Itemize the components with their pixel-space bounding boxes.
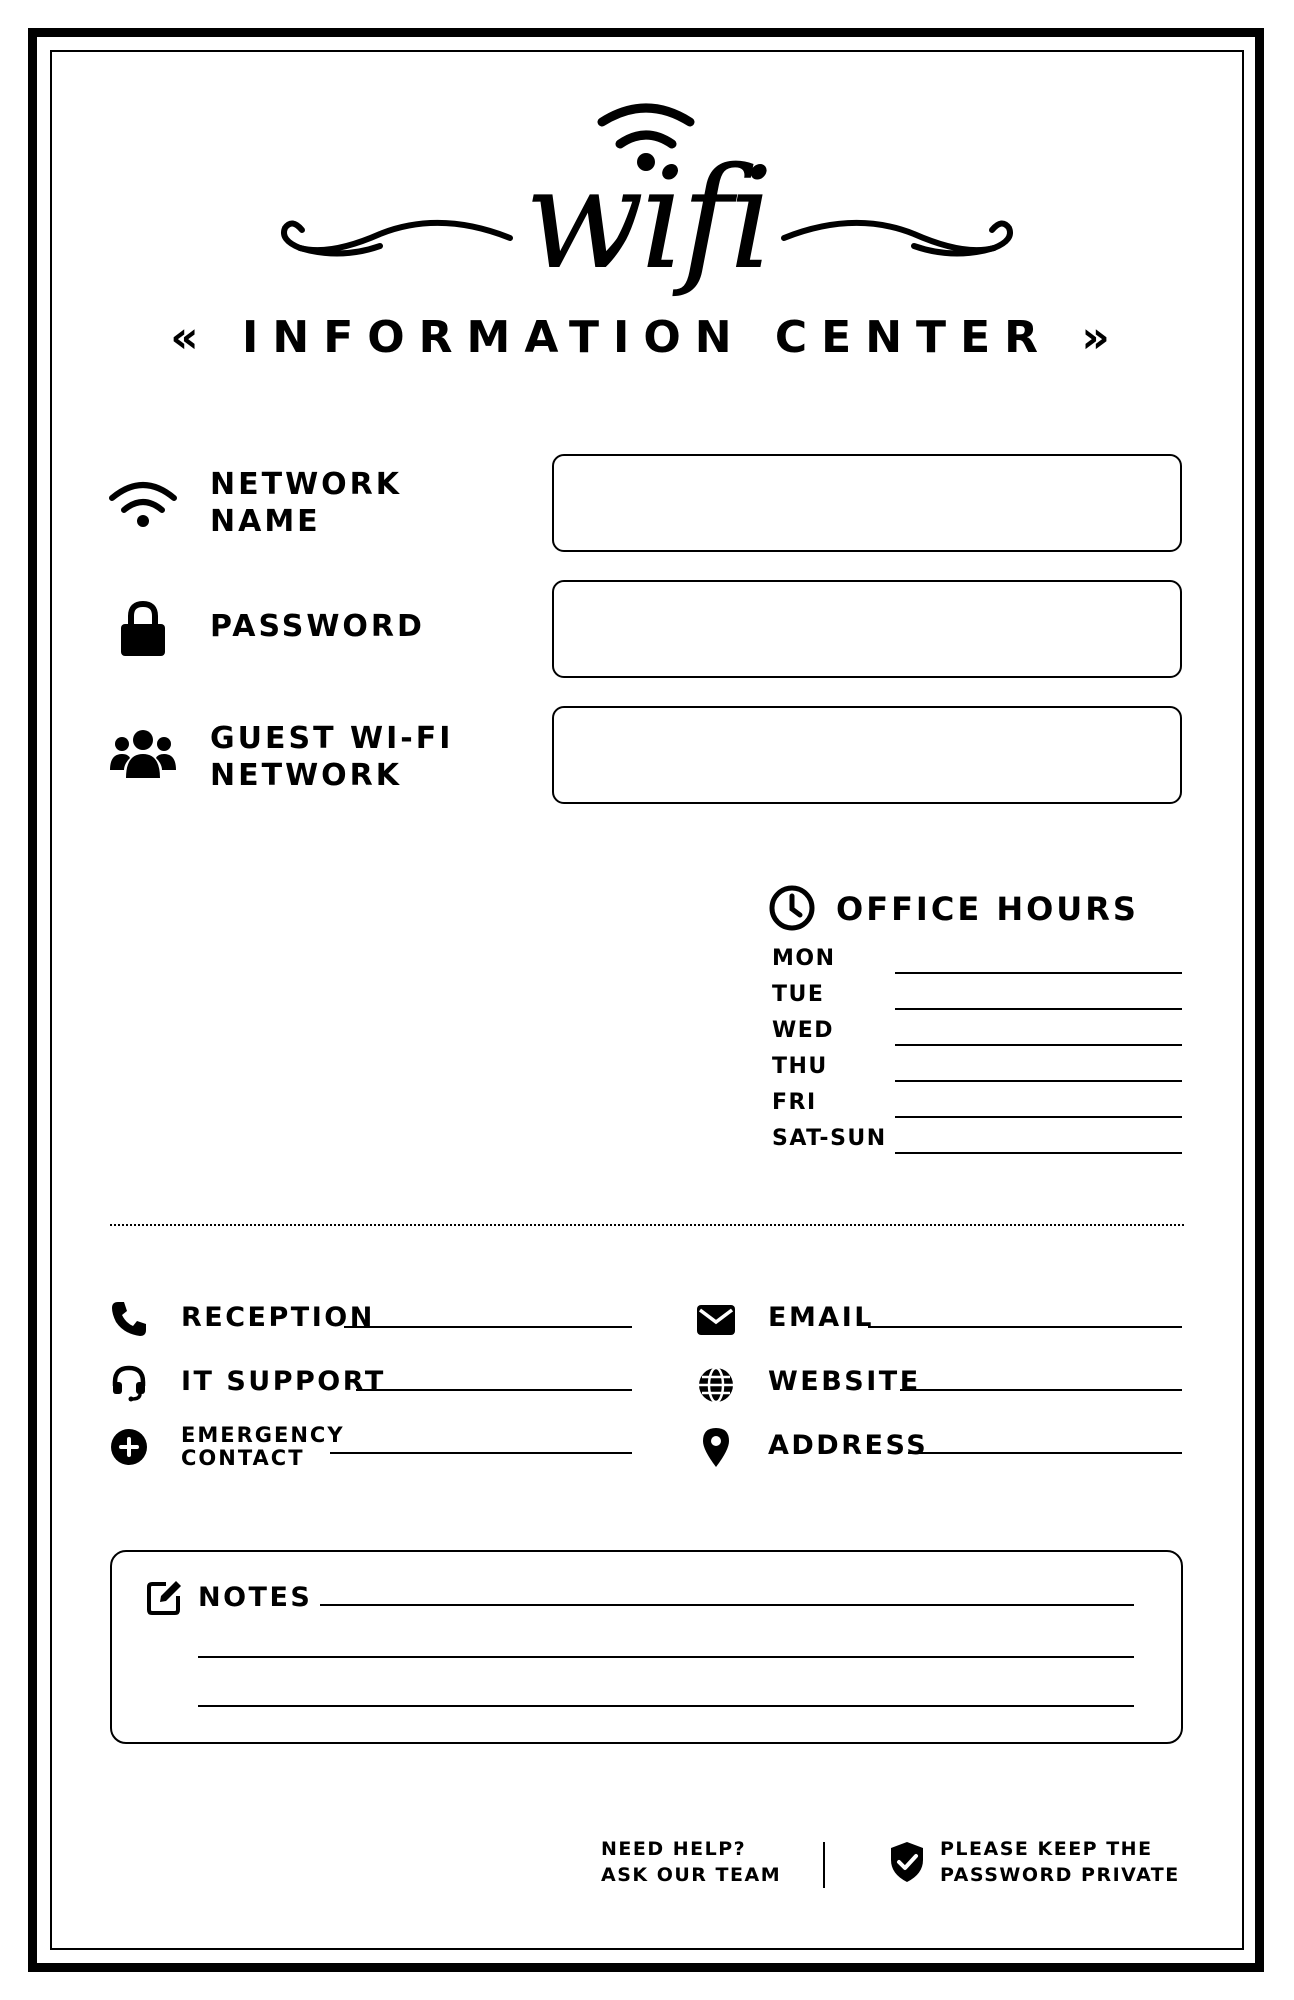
it-support-label: IT SUPPORT <box>181 1366 386 1397</box>
shield-check-icon <box>888 1840 926 1884</box>
office-hours-title: OFFICE HOURS <box>836 890 1139 928</box>
footer-separator <box>823 1842 825 1888</box>
hours-line[interactable] <box>895 1080 1182 1082</box>
notes-line[interactable] <box>198 1705 1134 1707</box>
emergency-contact-label: EMERGENCY CONTACT <box>181 1423 345 1470</box>
guest-network-field[interactable] <box>552 706 1182 804</box>
day-label: WED <box>772 1018 835 1043</box>
wifi-icon <box>108 476 178 536</box>
emergency-contact-line[interactable] <box>330 1452 632 1454</box>
network-name-label: NETWORK NAME <box>210 467 403 539</box>
password-label: PASSWORD <box>210 609 425 644</box>
day-label: SAT-SUN <box>772 1126 887 1151</box>
email-line[interactable] <box>868 1326 1182 1328</box>
hours-line[interactable] <box>895 1152 1182 1154</box>
reception-label: RECEPTION <box>181 1302 375 1333</box>
phone-icon <box>110 1300 148 1338</box>
globe-icon <box>697 1366 735 1404</box>
day-label: THU <box>772 1054 828 1079</box>
envelope-icon <box>696 1304 736 1336</box>
reception-line[interactable] <box>344 1326 632 1328</box>
email-label: EMAIL <box>768 1302 874 1333</box>
hours-line[interactable] <box>895 972 1182 974</box>
page-subtitle: « INFORMATION CENTER » <box>170 312 1124 363</box>
headset-icon <box>110 1364 148 1402</box>
notes-label: NOTES <box>198 1582 313 1613</box>
day-label: TUE <box>772 982 825 1007</box>
dotted-divider <box>110 1224 1184 1226</box>
hours-line[interactable] <box>895 1044 1182 1046</box>
website-label: WEBSITE <box>768 1366 921 1397</box>
password-field[interactable] <box>552 580 1182 678</box>
help-text: NEED HELP? ASK OUR TEAM <box>601 1838 782 1886</box>
notes-line[interactable] <box>198 1656 1134 1658</box>
edit-icon <box>146 1578 184 1616</box>
script-title: wifi <box>524 138 770 301</box>
hours-line[interactable] <box>895 1008 1182 1010</box>
website-line[interactable] <box>900 1389 1182 1391</box>
it-support-line[interactable] <box>356 1389 632 1391</box>
plus-circle-icon <box>110 1428 148 1466</box>
address-line[interactable] <box>908 1452 1182 1454</box>
network-name-field[interactable] <box>552 454 1182 552</box>
hours-line[interactable] <box>895 1116 1182 1118</box>
notes-box[interactable] <box>110 1550 1183 1744</box>
day-label: MON <box>772 946 836 971</box>
map-pin-icon <box>701 1426 731 1468</box>
address-label: ADDRESS <box>768 1430 929 1461</box>
users-icon <box>110 726 176 780</box>
privacy-text: PLEASE KEEP THE PASSWORD PRIVATE <box>940 1838 1180 1886</box>
guest-network-label: GUEST WI-FI NETWORK <box>210 721 454 793</box>
day-label: FRI <box>772 1090 817 1115</box>
clock-icon <box>768 884 816 932</box>
notes-line[interactable] <box>320 1604 1134 1606</box>
lock-icon <box>118 600 168 658</box>
